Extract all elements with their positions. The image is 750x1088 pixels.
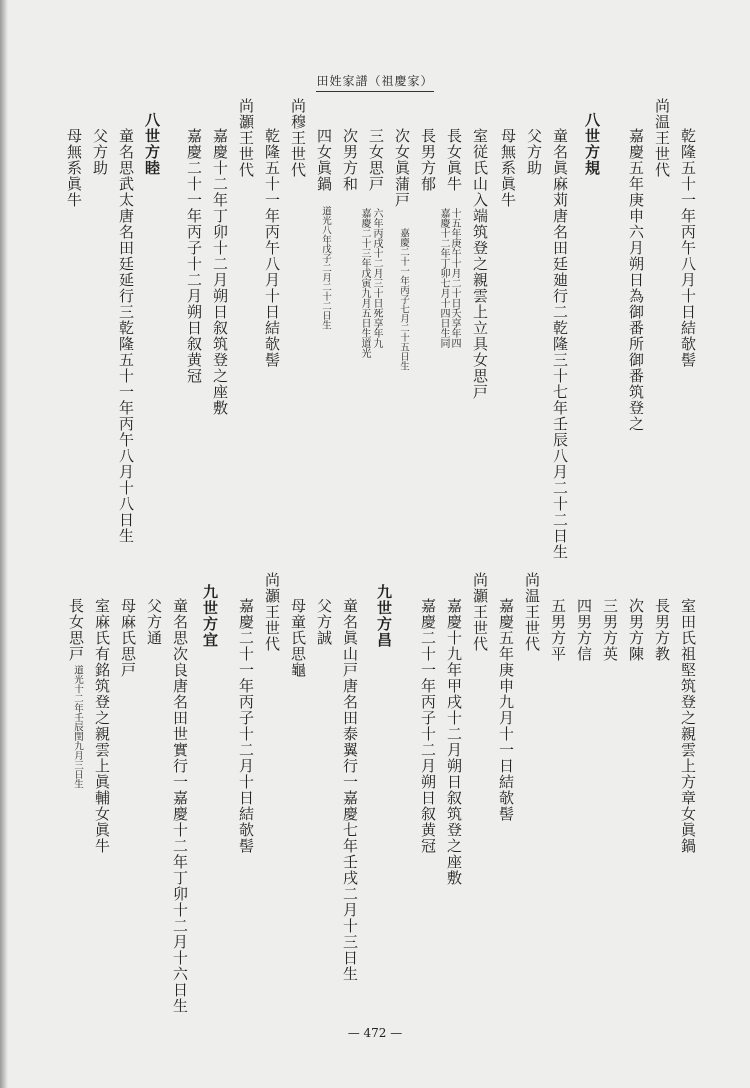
section-heading: 八世方睦 [143,112,161,176]
text-column: 次男方和 [341,128,359,192]
text-column: 三女思戸 [367,128,385,192]
annotation-note: 嘉慶二十三年戊寅九月五日生道光 [359,208,370,358]
text-column: 四女眞鍋 [315,128,333,192]
page-number: — 472 — [347,1026,403,1040]
section-heading: 九世方宜 [201,584,219,648]
text-column: 五男方平 [549,598,567,662]
text-column: 長女思戸 [67,598,85,662]
section-heading: 九世方昌 [375,584,393,648]
text-column: 父方助 [525,128,543,176]
text-column: 嘉慶十二年丁卯十二月朔日叙筑登之座敷 [211,128,229,416]
text-column: 童名眞山戸唐名田泰翼行一嘉慶七年壬戌二月十三日生 [341,598,359,982]
text-column: 長女眞牛 [445,128,463,192]
text-column: 尚温王世代 [653,98,671,178]
text-column: 嘉慶五年庚申六月朔日為御番所御番筑登之 [627,128,645,432]
text-column: 尚灝王世代 [263,572,281,652]
text-column: 四男方信 [575,598,593,662]
text-column: 尚灝王世代 [237,98,255,178]
text-column: 三男方英 [601,598,619,662]
section-heading: 八世方規 [583,112,601,176]
annotation-note: 道光十二年壬辰閏九月三日生 [72,665,83,789]
text-column: 乾隆五十一年丙午八月十日結欹髻 [679,128,697,368]
annotation-note: 嘉慶十二年丁卯七月十四日生同 [438,208,449,348]
text-column: 嘉慶十九年甲戌十二月朔日叙筑登之座敷 [445,598,463,886]
text-column: 尚灝王世代 [471,572,489,652]
text-column: 母無系眞牛 [499,128,517,208]
text-column: 長男方教 [653,598,671,662]
annotation-note: 嘉慶二十一年丙子七月二十五日生 [398,228,409,371]
text-column: 室田氏祖堅筑登之親雲上方章女眞鍋 [679,598,697,854]
text-column: 父方誠 [315,598,333,646]
text-column: 父方助 [91,128,109,176]
text-column: 室従氏山入端筑登之親雲上立具女思戸 [471,128,489,400]
text-column: 童名思次良唐名田世實行一嘉慶十二年丁卯十二月十六日生 [171,598,189,1014]
text-column: 尚温王世代 [523,572,541,652]
annotation-note: 道光八年戊子二月二十二日生 [320,206,331,330]
text-column: 母無系眞牛 [65,128,83,208]
text-column: 次男方陳 [627,598,645,662]
text-column: 嘉慶二十一年丙子十二月朔日叙黄冠 [185,128,203,384]
text-column: 童名思武太唐名田廷延行三乾隆五十一年丙午八月十八日生 [117,128,135,544]
text-column: 童名眞麻苅唐名田廷廸行二乾隆三十七年壬辰八月二十二日生 [551,128,569,560]
text-column: 長男方郁 [419,128,437,192]
text-column: 乾隆五十一年丙午八月十日結欹髻 [263,128,281,368]
text-column: 母麻氏思戸 [119,598,137,678]
text-column: 嘉慶二十一年丙子十二月十日結欹髻 [237,598,255,854]
text-column: 嘉慶二十一年丙子十二月朔日叙黄冠 [419,598,437,854]
text-column: 父方通 [145,598,163,646]
annotation-note: 十五年庚午十月二十日夭享年四 [449,208,460,348]
page-header: 田姓家譜（祖慶家） [316,72,433,92]
annotation-note: 六年丙戌十二月三十日死享年九 [371,208,382,348]
text-column: 尚穆王世代 [289,98,307,178]
text-column: 室麻氏有銘筑登之親雲上眞輔女眞牛 [93,598,111,854]
text-column: 嘉慶五年庚申九月十一日結欹髻 [497,598,515,822]
text-column: 次女眞蒲戸 [393,128,411,208]
text-column: 母童氏思龜 [289,598,307,678]
